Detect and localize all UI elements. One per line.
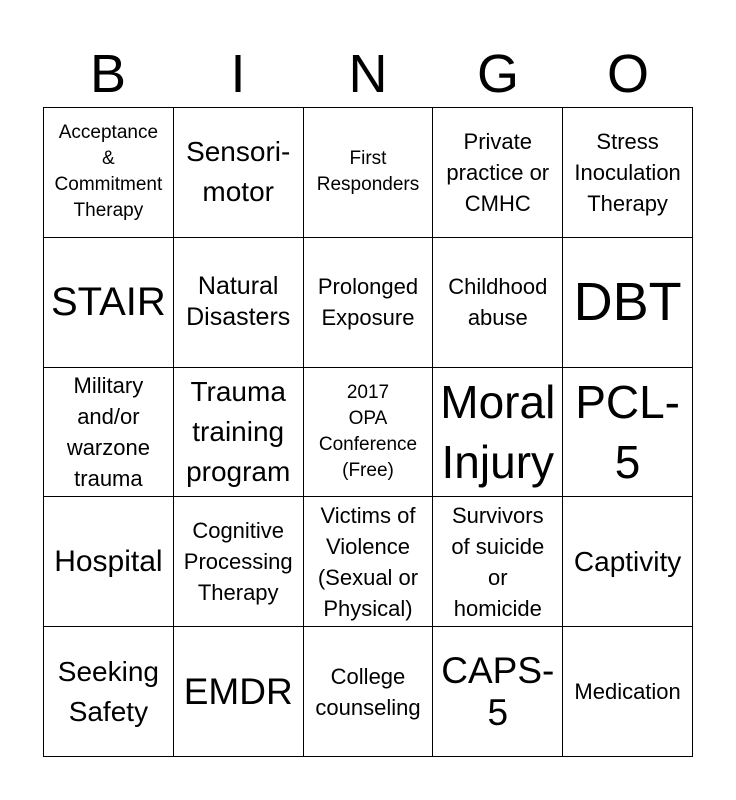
cell-text: Sensori- motor <box>186 136 291 208</box>
cell-text: Natural Disasters <box>186 272 291 332</box>
header-letter-o: O <box>606 44 649 104</box>
cell-text: Prolonged Exposure <box>317 274 419 331</box>
cell-text: PCL- 5 <box>575 375 680 488</box>
bingo-cell-r2-c3[interactable] <box>433 368 563 498</box>
bingo-cell-r3-c3[interactable] <box>433 497 563 627</box>
bingo-cell-r0-c0[interactable] <box>44 108 174 238</box>
bingo-cell-r1-c1[interactable] <box>174 238 304 368</box>
bingo-cell-r4-c4[interactable] <box>563 627 693 757</box>
cell-text: Medication <box>574 679 681 705</box>
bingo-cell-r0-c4[interactable] <box>563 108 693 238</box>
bingo-cell-r0-c3[interactable] <box>433 108 563 238</box>
cell-text: Hospital <box>54 544 163 578</box>
bingo-cell-r2-c4[interactable] <box>563 368 693 498</box>
bingo-cell-r1-c4[interactable] <box>563 238 693 368</box>
header-letter-i: I <box>230 44 246 104</box>
cell-text: Moral Injury <box>440 375 556 488</box>
cell-text: 2017 OPA Conference (Free) <box>318 381 418 481</box>
cell-text: College counseling <box>315 663 421 720</box>
bingo-cell-r0-c2[interactable] <box>304 108 434 238</box>
cell-text: Survivors of suicide or homicide <box>451 502 545 621</box>
bingo-cell-r2-c1[interactable] <box>174 368 304 498</box>
bingo-cell-r4-c2[interactable] <box>304 627 434 757</box>
cell-text: CAPS- 5 <box>441 649 555 733</box>
bingo-cell-r2-c0[interactable] <box>44 368 174 498</box>
bingo-cell-r0-c1[interactable] <box>174 108 304 238</box>
cell-text: Cognitive Processing Therapy <box>183 518 293 606</box>
bingo-cell-r4-c1[interactable] <box>174 627 304 757</box>
cell-text: Victims of Violence (Sexual or Physical) <box>317 502 419 621</box>
cell-text: First Responders <box>316 148 420 196</box>
bingo-cell-r2-c2[interactable] <box>304 368 434 498</box>
bingo-cell-r4-c3[interactable] <box>433 627 563 757</box>
cell-text: DBT <box>573 272 682 333</box>
bingo-cell-r1-c0[interactable] <box>44 238 174 368</box>
header-letter-n: N <box>348 44 388 104</box>
cell-text: Childhood abuse <box>448 274 548 331</box>
bingo-header <box>43 40 693 108</box>
cell-text: Private practice or CMHC <box>446 128 550 216</box>
header-letter-g: G <box>476 44 519 104</box>
cell-text: Military and/or warzone trauma <box>66 372 150 491</box>
bingo-cell-r3-c1[interactable] <box>174 497 304 627</box>
bingo-cell-r3-c4[interactable] <box>563 497 693 627</box>
header-letter-b: B <box>89 44 127 104</box>
bingo-cell-r3-c2[interactable] <box>304 497 434 627</box>
cell-text: Stress Inoculation Therapy <box>574 128 681 216</box>
bingo-cell-r1-c2[interactable] <box>304 238 434 368</box>
bingo-cell-r3-c0[interactable] <box>44 497 174 627</box>
cell-text: Trauma training program <box>186 375 291 487</box>
cell-text: Seeking Safety <box>57 655 159 727</box>
cell-text: Captivity <box>573 545 682 577</box>
bingo-cell-r4-c0[interactable] <box>44 627 174 757</box>
bingo-grid <box>43 107 693 757</box>
cell-text: EMDR <box>183 670 293 712</box>
cell-text: STAIR <box>50 280 166 325</box>
bingo-cell-r1-c3[interactable] <box>433 238 563 368</box>
cell-text: Acceptance & Commitment Therapy <box>54 122 163 222</box>
